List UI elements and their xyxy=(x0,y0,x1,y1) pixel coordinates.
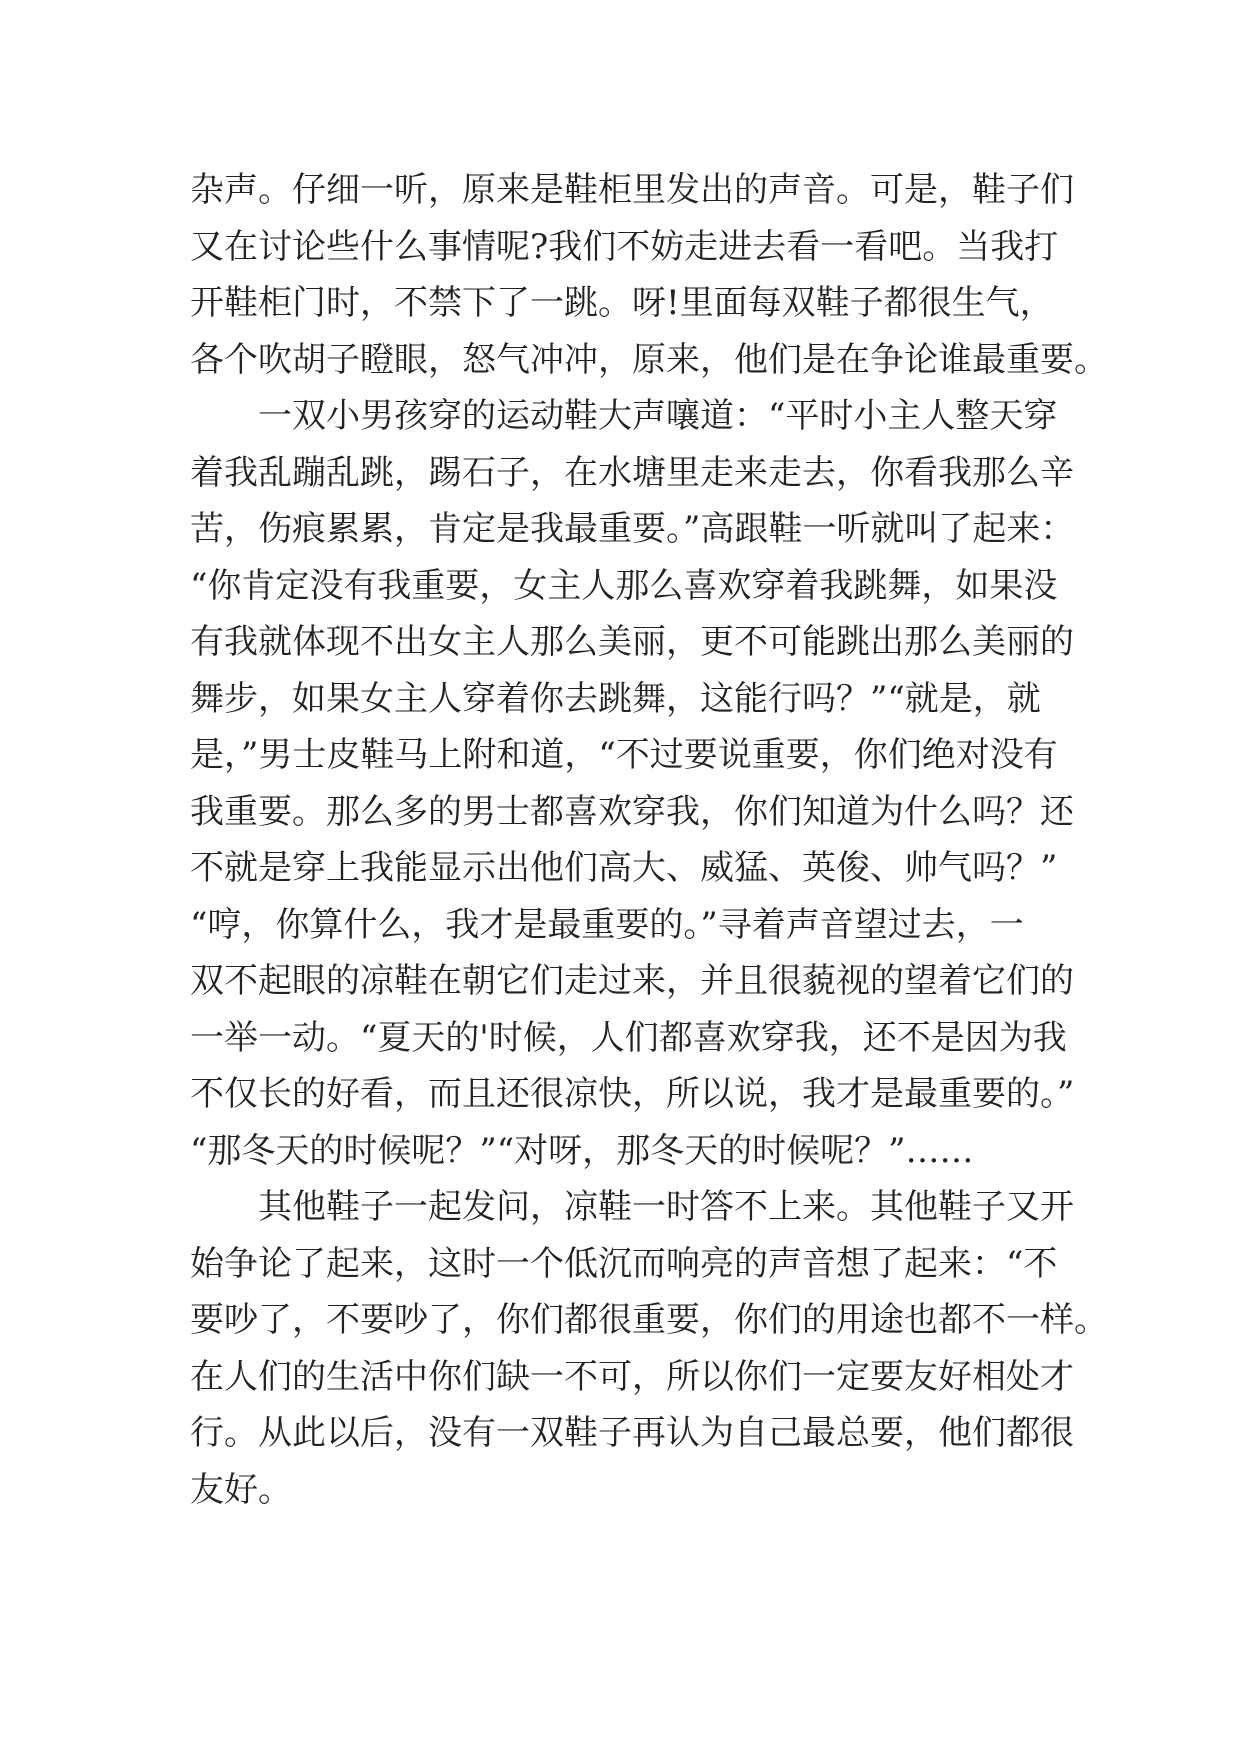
text-line: 在人们的生活中你们缺一不可，所以你们一定要友好相处才 xyxy=(190,1356,1074,1397)
text-line: 开鞋柜门时，不禁下了一跳。呀!里面每双鞋子都很生气， xyxy=(190,283,1054,323)
text-line: 是，”男士皮鞋马上附和道，“不过要说重要，你们绝对没有 xyxy=(190,735,1058,775)
text-line: “你肯定没有我重要，女主人那么喜欢穿着我跳舞，如果没 xyxy=(190,565,1058,606)
text-line: 始争论了起来，这时一个低沉而响亮的声音想了起来：“不 xyxy=(190,1243,1058,1284)
text-line: 要吵了，不要吵了，你们都很重要，你们的用途也都不一样。 xyxy=(190,1300,1108,1340)
text-line: 苦，伤痕累累，肯定是我最重要。”高跟鞋一听就叫了起来： xyxy=(190,509,1075,549)
paragraph-1 xyxy=(190,162,1108,388)
text-line: 着我乱蹦乱跳，踢石子，在水塘里走来走去，你看我那么辛 xyxy=(190,452,1074,493)
text-line: “那冬天的时候呢？”“对呀，那冬天的时候呢？”…… xyxy=(190,1130,974,1171)
document-body xyxy=(190,162,1108,1518)
text-line: 一双小男孩穿的运动鞋大声嚷道：“平时小主人整天穿 xyxy=(258,396,1058,436)
text-line: 各个吹胡子瞪眼，怒气冲冲，原来，他们是在争论谁最重要。 xyxy=(190,339,1108,380)
paragraph-3 xyxy=(190,1179,1108,1518)
text-line: 其他鞋子一起发问，凉鞋一时答不上来。其他鞋子又开 xyxy=(258,1187,1074,1227)
text-line: 杂声。仔细一听，原来是鞋柜里发出的声音。可是，鞋子们 xyxy=(190,170,1074,210)
text-line: 又在讨论些什么事情呢?我们不妨走进去看一看吧。当我打 xyxy=(190,226,1059,267)
text-line: 一举一动。“夏天的'时候，人们都喜欢穿我，还不是因为我 xyxy=(190,1017,1067,1058)
text-line: 我重要。那么多的男士都喜欢穿我，你们知道为什么吗？还 xyxy=(190,791,1074,832)
paragraph-2 xyxy=(190,388,1090,1179)
text-line: 有我就体现不出女主人那么美丽，更不可能跳出那么美丽的 xyxy=(190,622,1074,662)
text-line: 行。从此以后，没有一双鞋子再认为自己最总要，他们都很 xyxy=(190,1413,1074,1453)
text-line: 不仅长的好看，而且还很凉快，所以说，我才是最重要的。” xyxy=(190,1074,1075,1114)
text-line: “哼，你算什么，我才是最重要的。”寻着声音望过去，一 xyxy=(190,904,1024,945)
text-line: 友好。 xyxy=(190,1469,292,1510)
text-line: 不就是穿上我能显示出他们高大、威猛、英俊、帅气吗？” xyxy=(190,848,1058,888)
text-line: 双不起眼的凉鞋在朝它们走过来，并且很藐视的望着它们的 xyxy=(190,961,1074,1001)
text-line: 舞步，如果女主人穿着你去跳舞，这能行吗？”“就是，就 xyxy=(190,678,1041,719)
